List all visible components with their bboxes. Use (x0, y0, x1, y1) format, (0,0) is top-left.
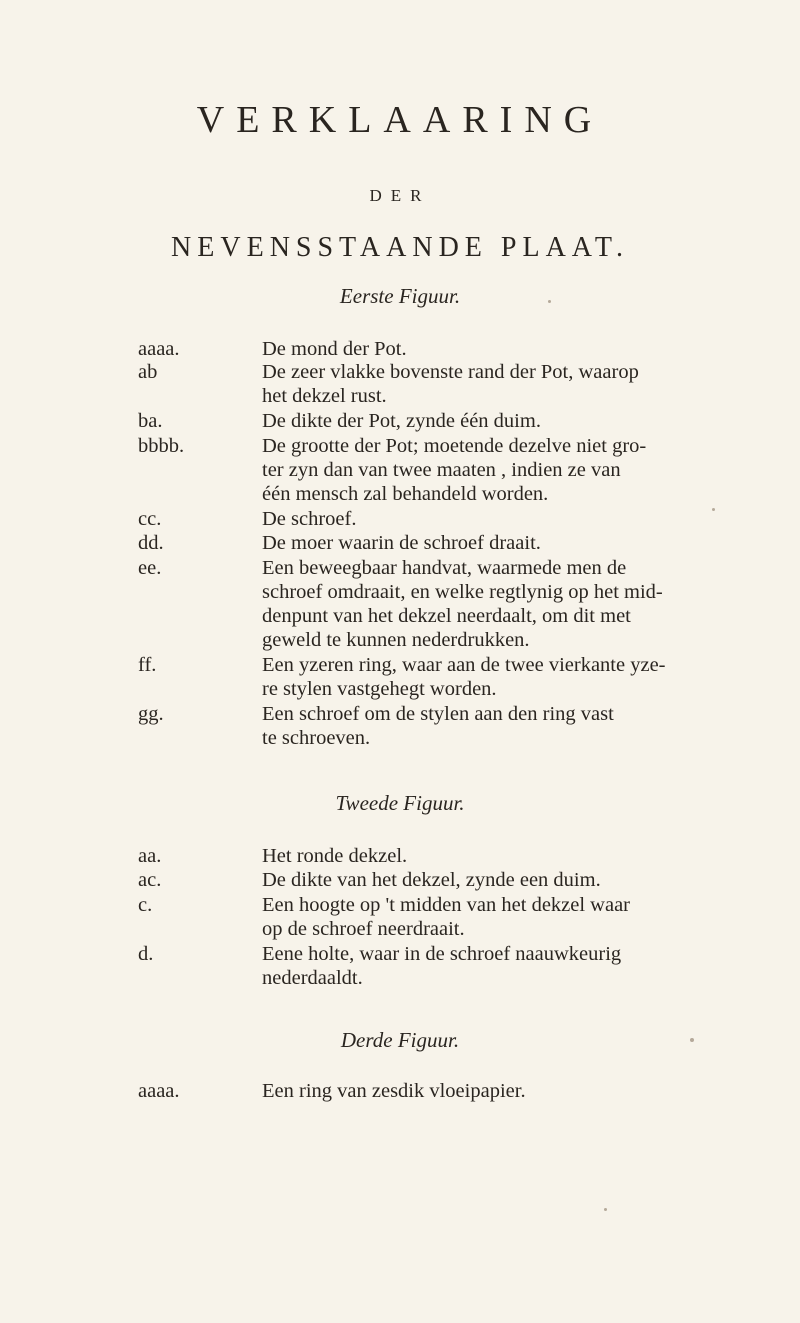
entry-label: ee. (138, 557, 162, 579)
entry-label: ab (138, 361, 158, 383)
entry-text: denpunt van het dekzel neerdaalt, om dit met (262, 605, 631, 627)
entry-text: re stylen vastgehegt worden. (262, 678, 497, 700)
entry-text: Eene holte, waar in de schroef naauwkeurig (262, 943, 622, 965)
entry-text: ter zyn dan van twee maaten , indien ze van (262, 459, 621, 481)
subtitle-small: DER (369, 186, 431, 205)
entry-label: aaaa. (138, 1080, 180, 1102)
entry-label: cc. (138, 508, 162, 530)
entry-text: De moer waarin de schroef draait. (262, 532, 541, 554)
entry-text: Een hoogte op 't midden van het dekzel waar (262, 894, 631, 916)
entry-text: De schroef. (262, 508, 357, 530)
entry-text: één mensch zal behandeld worden. (262, 483, 549, 505)
entry-label: ac. (138, 869, 162, 891)
paper-speck (548, 300, 551, 303)
figure-2-heading: Tweede Figuur. (335, 791, 465, 815)
entry-text: Een yzeren ring, waar aan de twee vierkante yze- (262, 654, 666, 676)
paper-speck (690, 1038, 694, 1042)
figure-1-heading: Eerste Figuur. (339, 284, 461, 308)
entry-text: Een ring van zesdik vloeipapier. (262, 1080, 526, 1102)
entry-text: Het ronde dekzel. (262, 845, 408, 867)
paper-speck (604, 1208, 607, 1211)
entry-label: bbbb. (138, 435, 185, 457)
entry-label: ba. (138, 410, 163, 432)
entry-text: De dikte van het dekzel, zynde een duim. (262, 869, 601, 891)
entry-label: c. (138, 894, 153, 916)
entry-text: De zeer vlakke bovenste rand der Pot, waarop (262, 361, 639, 383)
entry-text: te schroeven. (262, 727, 371, 749)
entry-text: Een schroef om de stylen aan den ring vast (262, 703, 614, 725)
entry-text: geweld te kunnen nederdrukken. (262, 629, 530, 651)
entry-label: d. (138, 943, 154, 965)
entry-text: De grootte der Pot; moetende dezelve niet gro- (262, 435, 647, 457)
entry-text: het dekzel rust. (262, 385, 387, 407)
entry-text: op de schroef neerdraait. (262, 918, 465, 940)
entry-label: gg. (138, 703, 164, 725)
entry-text: De mond der Pot. (262, 338, 407, 360)
entry-label: ff. (138, 654, 157, 676)
entry-text: De dikte der Pot, zynde één duim. (262, 410, 541, 432)
entry-text: nederdaaldt. (262, 967, 363, 989)
paper-speck (712, 508, 715, 511)
figure-3-heading: Derde Figuur. (340, 1028, 460, 1052)
entry-label: aa. (138, 845, 162, 867)
entry-label: dd. (138, 532, 164, 554)
subtitle-large: NEVENSSTAANDE PLAAT. (171, 232, 629, 263)
entry-label: aaaa. (138, 338, 180, 360)
entry-text: schroef omdraait, en welke regtlynig op het mid- (262, 581, 663, 603)
entry-text: Een beweegbaar handvat, waarmede men de (262, 557, 627, 579)
page-title: VERKLAARING (196, 99, 604, 141)
